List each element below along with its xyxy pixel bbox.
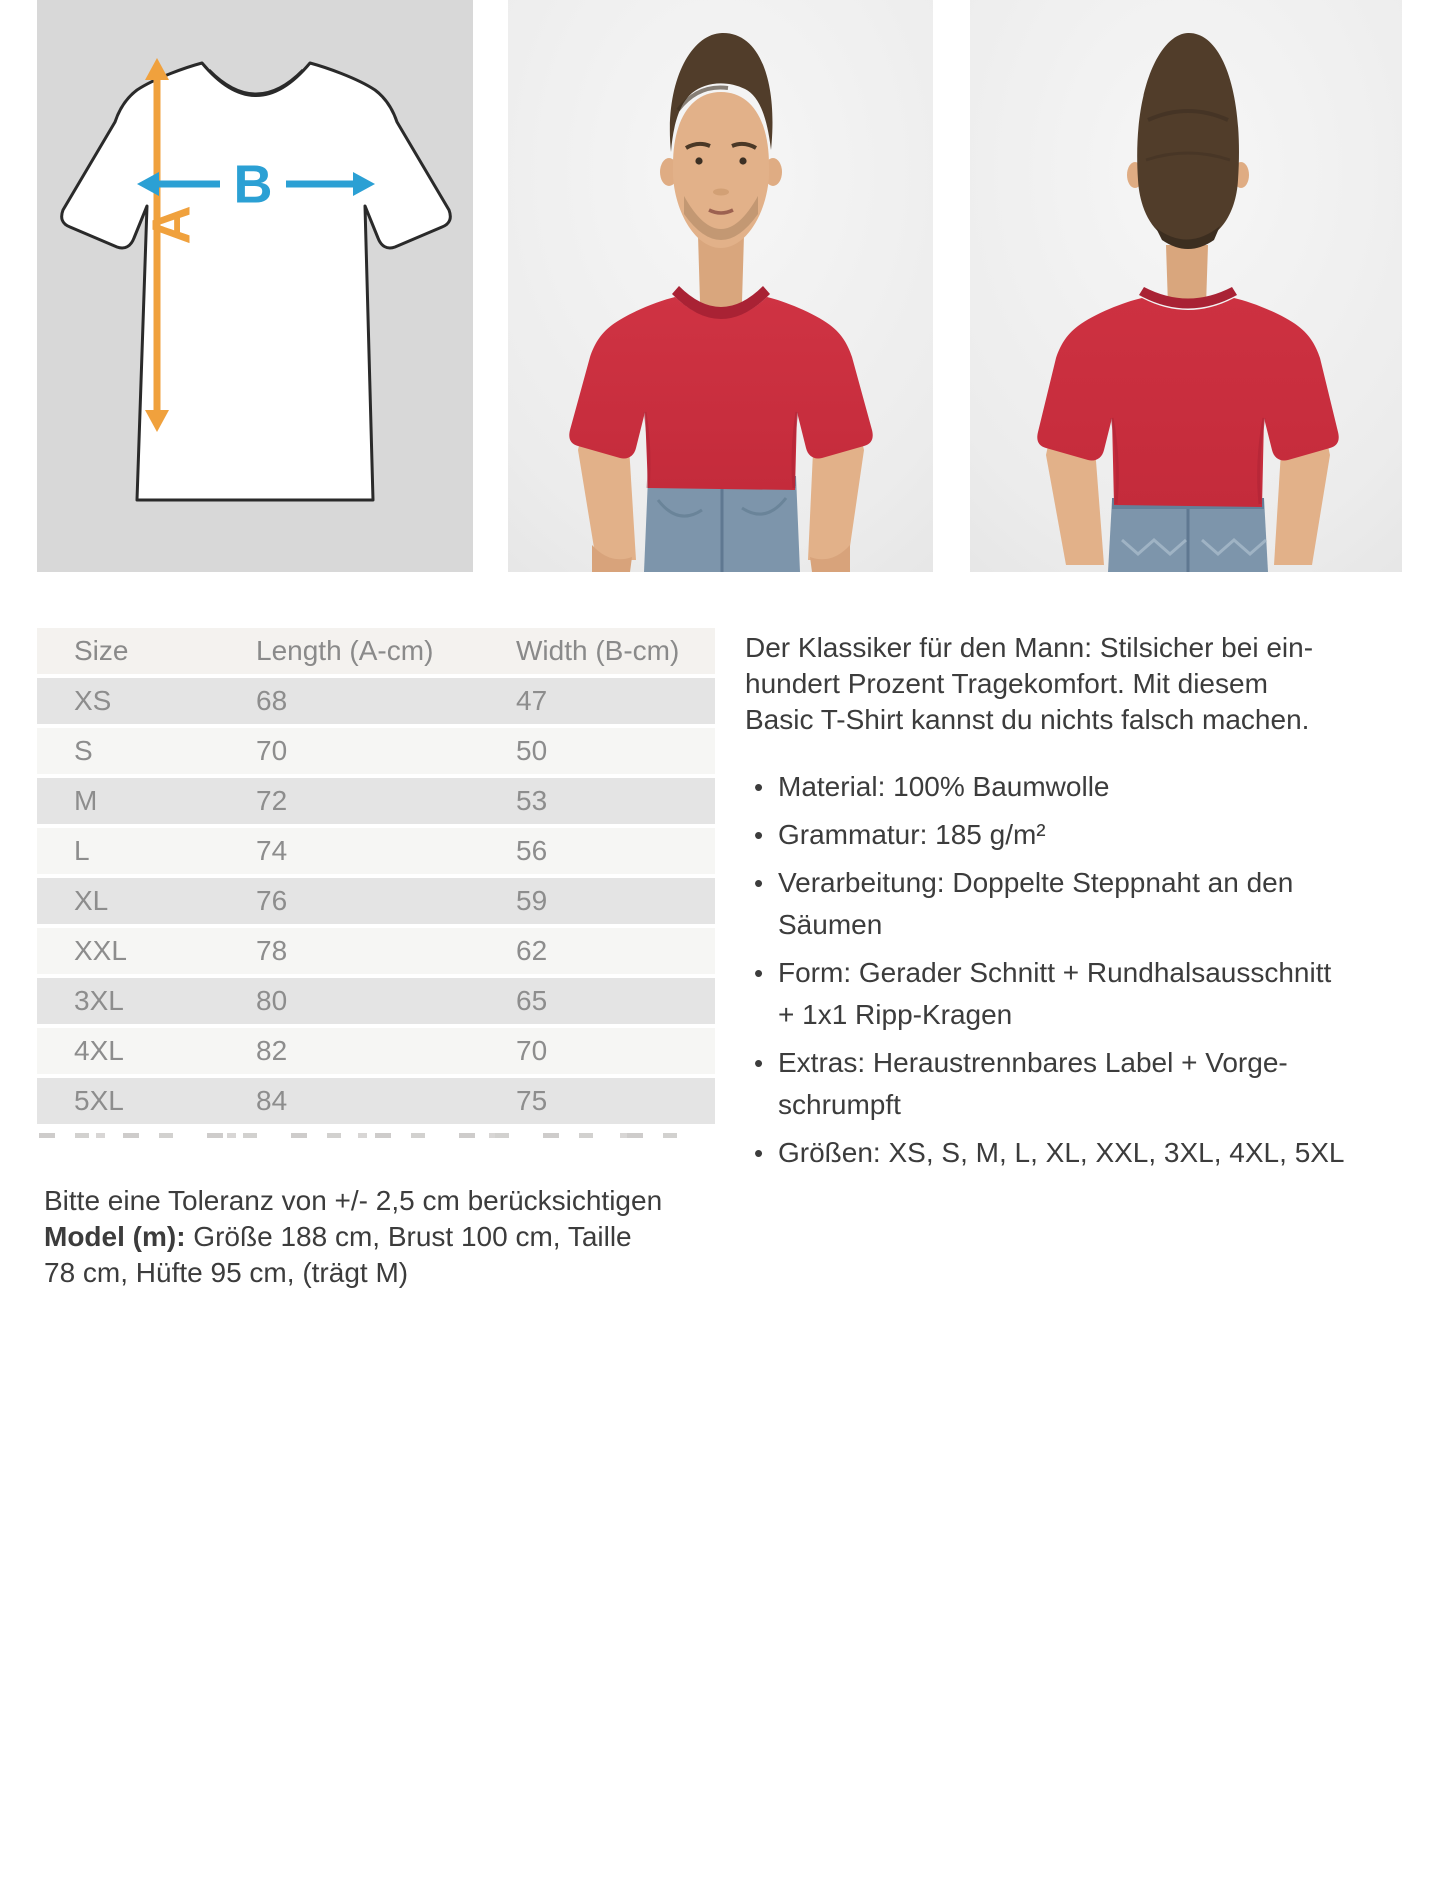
detail-line: Grammatur: 185 g/m² <box>778 819 1046 850</box>
size-cell: 3XL <box>37 978 256 1024</box>
table-row <box>37 878 715 924</box>
detail-text <box>778 1042 1413 1126</box>
col-header-size: Size <box>37 628 256 674</box>
model-measurements: Größe 188 cm, Brust 100 cm, Taille <box>185 1221 632 1252</box>
table-clipped-row <box>39 1133 677 1138</box>
detail-text <box>778 766 1413 808</box>
detail-line: schrumpft <box>778 1089 901 1120</box>
jeans <box>644 476 800 572</box>
detail-item <box>745 862 1413 946</box>
table-row <box>37 728 715 774</box>
table-header-row <box>37 628 715 674</box>
detail-item <box>745 1042 1413 1126</box>
bullet-icon: • <box>754 1138 764 1168</box>
model-note-line1 <box>44 1219 674 1255</box>
detail-line: Säumen <box>778 909 883 940</box>
size-cell: XL <box>37 878 256 924</box>
label-b: B <box>233 154 273 215</box>
detail-line: + 1x1 Ripp-Kragen <box>778 999 1013 1030</box>
detail-item <box>745 814 1413 856</box>
bullet-icon: • <box>754 868 764 898</box>
model-note-line2: 78 cm, Hüfte 95 cm, (trägt M) <box>44 1257 409 1288</box>
table-row <box>37 1028 715 1074</box>
width-cell: 70 <box>516 1028 715 1074</box>
detail-text <box>778 952 1413 1036</box>
length-cell: 70 <box>256 728 516 774</box>
bullet-icon: • <box>754 820 764 850</box>
intro-paragraph <box>745 630 1413 738</box>
size-cell: 5XL <box>37 1078 256 1124</box>
length-cell: 78 <box>256 928 516 974</box>
detail-item <box>745 766 1413 808</box>
size-cell: M <box>37 778 256 824</box>
details-list <box>745 766 1413 1174</box>
length-cell: 72 <box>256 778 516 824</box>
bullet-icon: • <box>754 1048 764 1078</box>
tolerance-note: Bitte eine Toleranz von +/- 2,5 cm berücksichtigen <box>44 1185 663 1216</box>
width-cell: 53 <box>516 778 715 824</box>
detail-item <box>745 1132 1413 1174</box>
size-cell: XXL <box>37 928 256 974</box>
size-table-body <box>37 678 715 1124</box>
table-row <box>37 778 715 824</box>
size-cell: XS <box>37 678 256 724</box>
width-cell: 56 <box>516 828 715 874</box>
detail-line: Verarbeitung: Doppelte Steppnaht an den <box>778 867 1294 898</box>
detail-text <box>778 862 1413 946</box>
length-cell: 84 <box>256 1078 516 1124</box>
detail-line: Material: 100% Baumwolle <box>778 771 1110 802</box>
detail-line: Form: Gerader Schnitt + Rundhalsausschnitt <box>778 957 1332 988</box>
notes-block <box>44 1183 674 1291</box>
length-cell: 74 <box>256 828 516 874</box>
model-front-illustration <box>508 0 933 572</box>
width-cell: 62 <box>516 928 715 974</box>
model-front-photo <box>508 0 933 572</box>
size-table <box>37 624 715 1128</box>
bullet-icon: • <box>754 772 764 802</box>
table-row <box>37 978 715 1024</box>
table-row <box>37 928 715 974</box>
detail-line: Größen: XS, S, M, L, XL, XXL, 3XL, 4XL, 5XL <box>778 1137 1345 1168</box>
model-label: Model (m): <box>44 1221 186 1252</box>
col-header-width: Width (B-cm) <box>516 628 715 674</box>
label-a: A <box>141 205 202 245</box>
length-cell: 80 <box>256 978 516 1024</box>
detail-text <box>778 1132 1413 1174</box>
width-cell: 50 <box>516 728 715 774</box>
length-cell: 76 <box>256 878 516 924</box>
length-cell: 82 <box>256 1028 516 1074</box>
model-back-photo <box>970 0 1402 572</box>
detail-line: Extras: Heraustrennbares Label + Vorge- <box>778 1047 1288 1078</box>
table-row <box>37 828 715 874</box>
table-row <box>37 678 715 724</box>
intro-line: Basic T-Shirt kannst du nichts falsch machen. <box>745 704 1310 735</box>
table-row <box>37 1078 715 1124</box>
detail-text <box>778 814 1413 856</box>
intro-line: hundert Prozent Tragekomfort. Mit diesem <box>745 668 1268 699</box>
tshirt-measurement-diagram <box>37 0 473 572</box>
width-cell: 65 <box>516 978 715 1024</box>
width-cell: 59 <box>516 878 715 924</box>
size-cell: 4XL <box>37 1028 256 1074</box>
bullet-icon: • <box>754 958 764 988</box>
size-cell: L <box>37 828 256 874</box>
size-cell: S <box>37 728 256 774</box>
detail-item <box>745 952 1413 1036</box>
col-header-length: Length (A-cm) <box>256 628 516 674</box>
width-cell: 75 <box>516 1078 715 1124</box>
length-cell: 68 <box>256 678 516 724</box>
tshirt-outline <box>62 63 451 500</box>
width-cell: 47 <box>516 678 715 724</box>
model-back-illustration <box>970 0 1402 572</box>
size-diagram-image <box>37 0 473 572</box>
product-description <box>745 630 1413 1180</box>
jeans <box>1108 498 1268 572</box>
intro-line: Der Klassiker für den Mann: Stilsicher bei ein- <box>745 632 1314 663</box>
